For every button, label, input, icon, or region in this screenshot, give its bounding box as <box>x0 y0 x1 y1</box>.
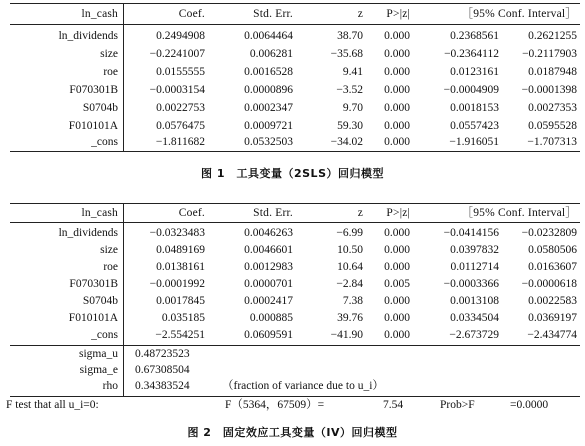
table-2-header-z: z <box>357 207 363 219</box>
table-row <box>0 64 585 80</box>
table-2-header-interval: ［95% Conf. Interval］ <box>461 207 577 219</box>
coef-value: 0.0155555 <box>156 66 205 78</box>
z-value: −2.84 <box>336 278 363 290</box>
stderr-value: 0.000885 <box>249 312 293 324</box>
z-value: 59.30 <box>337 120 363 132</box>
coef-value: −0.2241007 <box>149 48 205 60</box>
f-test-label: F test that all u_i=0: <box>6 399 99 411</box>
table-2-header-row <box>0 205 585 221</box>
table-row <box>0 310 585 326</box>
table-1-header-p: P>|z| <box>386 8 410 20</box>
z-value: 39.76 <box>337 312 363 324</box>
ci-lower: −2.673729 <box>449 329 499 341</box>
ci-lower: 0.0018153 <box>450 102 499 114</box>
ci-lower: −0.0414156 <box>443 227 499 239</box>
ci-lower: −0.0004909 <box>443 84 499 96</box>
extra-value: 0.34383524 <box>135 380 190 392</box>
p-value: 0.000 <box>384 136 410 148</box>
table-1-header-row <box>0 6 585 22</box>
variable-name: roe <box>103 261 118 273</box>
p-value: 0.005 <box>384 278 410 290</box>
f-test-prob-label: Prob>F <box>440 399 475 411</box>
ci-upper: 0.0369197 <box>528 312 577 324</box>
extra-value: 0.67308504 <box>135 364 190 376</box>
table-row <box>0 82 585 98</box>
coef-value: 0.2494908 <box>156 30 205 42</box>
stderr-value: 0.0000701 <box>244 278 293 290</box>
variable-name: size <box>100 48 118 60</box>
z-value: 38.70 <box>337 30 363 42</box>
ci-upper: −2.434774 <box>527 329 577 341</box>
table-2-header-variable: ln_cash <box>81 207 118 219</box>
table-2-header-stderr: Std. Err. <box>253 207 293 219</box>
table-row <box>0 259 585 275</box>
z-value: 10.64 <box>337 261 363 273</box>
stderr-value: 0.0609591 <box>244 329 293 341</box>
ci-upper: 0.0595528 <box>528 120 577 132</box>
table-row <box>0 100 585 116</box>
table-1-header-interval: ［95% Conf. Interval］ <box>461 8 577 20</box>
z-value: 9.70 <box>342 102 363 114</box>
coef-value: 0.0022753 <box>156 102 205 114</box>
ci-lower: −1.916051 <box>449 136 499 148</box>
z-value: −41.90 <box>330 329 363 341</box>
table-row <box>0 118 585 134</box>
ci-upper: −0.0001398 <box>521 84 577 96</box>
p-value: 0.000 <box>384 329 410 341</box>
table-row <box>0 28 585 44</box>
variable-name: _cons <box>91 329 118 341</box>
variable-name: F010101A <box>68 312 118 324</box>
ci-lower: 0.2368561 <box>450 30 499 42</box>
variable-name: S0704b <box>82 102 118 114</box>
z-value: 10.50 <box>337 244 363 256</box>
coef-value: −1.811682 <box>155 136 205 148</box>
p-value: 0.000 <box>384 261 410 273</box>
table-1-header-stderr: Std. Err. <box>253 8 293 20</box>
variable-name: sigma_e <box>79 364 118 376</box>
table-1-header-rule <box>10 24 580 25</box>
ci-upper: 0.2621255 <box>528 30 577 42</box>
coef-value: −2.554251 <box>155 329 205 341</box>
stderr-value: 0.0012983 <box>244 261 293 273</box>
coef-value: −0.0003154 <box>149 84 205 96</box>
table-2-top-rule <box>10 203 580 204</box>
stderr-value: 0.0016528 <box>244 66 293 78</box>
table-1-header-z: z <box>357 8 363 20</box>
ci-upper: −0.0232809 <box>521 227 577 239</box>
coef-value: 0.0576475 <box>156 120 205 132</box>
table-row <box>0 225 585 241</box>
ci-lower: 0.0557423 <box>450 120 499 132</box>
table-row <box>0 276 585 292</box>
stderr-value: 0.0002417 <box>244 295 293 307</box>
coef-value: −0.0323483 <box>149 227 205 239</box>
p-value: 0.000 <box>384 66 410 78</box>
ci-lower: −0.2364112 <box>444 48 499 60</box>
ci-upper: −1.707313 <box>527 136 577 148</box>
table-row <box>0 293 585 309</box>
stderr-value: 0.0046601 <box>244 244 293 256</box>
ci-upper: 0.0163607 <box>528 261 577 273</box>
ci-lower: 0.0334504 <box>450 312 499 324</box>
z-value: 9.41 <box>342 66 363 78</box>
z-value: −34.02 <box>330 136 363 148</box>
coef-value: 0.0017845 <box>156 295 205 307</box>
variable-name: S0704b <box>82 295 118 307</box>
p-value: 0.000 <box>384 227 410 239</box>
ci-upper: 0.0022583 <box>528 295 577 307</box>
stderr-value: 0.0009721 <box>244 120 293 132</box>
p-value: 0.000 <box>384 295 410 307</box>
f-test-prob-value: =0.0000 <box>510 399 549 411</box>
z-value: −6.99 <box>336 227 363 239</box>
table-1-bottom-rule <box>10 151 580 152</box>
coef-value: 0.0138161 <box>156 261 205 273</box>
table-row-extra <box>0 378 585 394</box>
ci-upper: −0.2117903 <box>522 48 577 60</box>
z-value: −3.52 <box>336 84 363 96</box>
p-value: 0.000 <box>384 84 410 96</box>
table-row <box>0 46 585 62</box>
table-row <box>0 327 585 343</box>
table-2-caption: 图 2 固定效应工具变量（IV）回归模型 <box>187 426 398 439</box>
p-value: 0.000 <box>384 312 410 324</box>
stderr-value: 0.0000896 <box>244 84 293 96</box>
p-value: 0.000 <box>384 120 410 132</box>
p-value: 0.000 <box>384 102 410 114</box>
variable-name: size <box>100 244 118 256</box>
table-2-header-p: P>|z| <box>386 207 410 219</box>
variable-name: rho <box>102 380 118 392</box>
stderr-value: 0.0046263 <box>244 227 293 239</box>
coef-value: 0.0489169 <box>156 244 205 256</box>
ci-upper: −0.0000618 <box>521 278 577 290</box>
table-2-header-coef: Coef. <box>178 207 205 219</box>
coef-value: 0.035185 <box>161 312 205 324</box>
table-1-header-variable: ln_cash <box>81 8 118 20</box>
table-row-extra <box>0 346 585 362</box>
extra-note: （fraction of variance due to u_i） <box>222 380 384 392</box>
ci-lower: 0.0123161 <box>450 66 499 78</box>
z-value: −35.68 <box>330 48 363 60</box>
stderr-value: 0.0064464 <box>244 30 293 42</box>
coef-value: −0.0001992 <box>149 278 205 290</box>
variable-name: F010101A <box>68 120 118 132</box>
variable-name: ln_dividends <box>58 30 118 42</box>
variable-name: F070301B <box>69 84 118 96</box>
ci-lower: 0.0397832 <box>450 244 499 256</box>
variable-name: roe <box>103 66 118 78</box>
extra-value: 0.48723523 <box>135 348 190 360</box>
variable-name: F070301B <box>69 278 118 290</box>
p-value: 0.000 <box>384 48 410 60</box>
p-value: 0.000 <box>384 30 410 42</box>
table-1-caption: 图 1 工具变量（2SLS）回归模型 <box>201 167 384 180</box>
z-value: 7.38 <box>342 295 363 307</box>
variable-name: _cons <box>91 136 118 148</box>
ci-upper: 0.0580506 <box>528 244 577 256</box>
table-row-extra <box>0 362 585 378</box>
p-value: 0.000 <box>384 244 410 256</box>
table-row <box>0 134 585 150</box>
ci-upper: 0.0187948 <box>528 66 577 78</box>
stderr-value: 0.0532503 <box>244 136 293 148</box>
table-2-header-rule <box>10 222 580 223</box>
ci-lower: −0.0003366 <box>443 278 499 290</box>
table-1-header-coef: Coef. <box>178 8 205 20</box>
ci-upper: 0.0027353 <box>528 102 577 114</box>
f-test-value: 7.54 <box>383 399 404 411</box>
table-row <box>0 242 585 258</box>
stderr-value: 0.0002347 <box>244 102 293 114</box>
table-1-top-rule <box>10 3 580 4</box>
variable-name: sigma_u <box>79 348 118 360</box>
ci-lower: 0.0013108 <box>450 295 499 307</box>
f-test-statistic: F（5364，67509）= <box>225 399 325 411</box>
variable-name: ln_dividends <box>58 227 118 239</box>
ci-lower: 0.0112714 <box>450 261 499 273</box>
stderr-value: 0.006281 <box>249 48 293 60</box>
